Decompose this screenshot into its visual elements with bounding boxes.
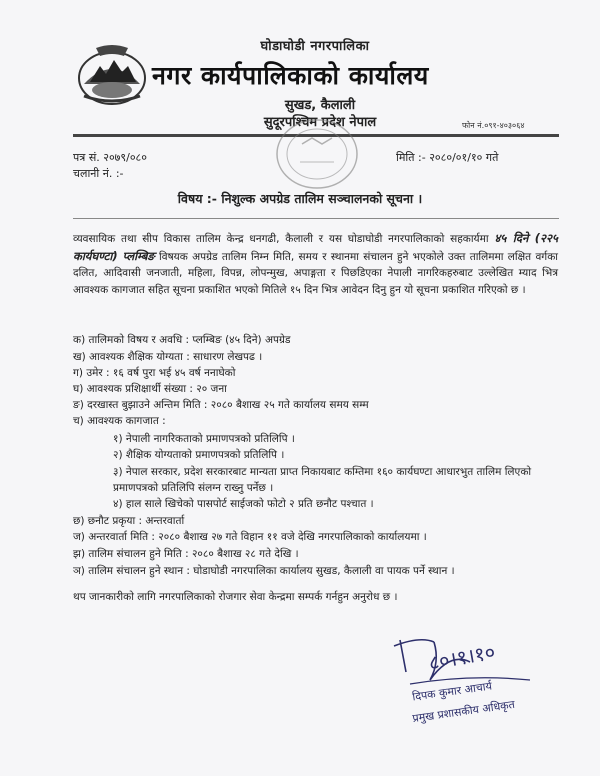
list-item: ख) आवश्यक शैक्षिक योग्यता : साधारण लेखपढ । xyxy=(73,351,263,363)
body-intro: व्यवसायिक तथा सीप विकास तालिम केन्द्र धनगढी, कैलाली र यस घोडाघोडी नगरपालिकाको सहकार्यमा xyxy=(73,233,489,245)
signatory-title: प्रमुख प्रशासकीय अधिकृत xyxy=(411,697,516,726)
list-item: क) तालिमको विषय र अवधि : प्लम्बिङ (४५ दिने) अपग्रेड xyxy=(73,334,291,346)
list-item: २) शैक्षिक योग्यताको प्रमाणपत्रको प्रतिलिपि । xyxy=(113,449,285,461)
letter-date: मिति :- २०८०/०१/१० गते xyxy=(396,151,499,164)
municipality-name: घोडाघोडी नगरपालिका xyxy=(260,39,370,54)
letter-number: पत्र सं. २०७९/०८० xyxy=(73,151,147,164)
office-province: सुदूरपश्चिम प्रदेश नेपाल xyxy=(263,115,377,130)
office-stamp-icon xyxy=(272,114,362,194)
subject-divider xyxy=(73,218,559,219)
closing-request: थप जानकारीको लागि नगरपालिकाको रोजगार सेवा केन्द्रमा सम्पर्क गर्नहुन अनुरोध छ । xyxy=(73,591,398,603)
body-details: विषयक अपग्रेड तालिम निम्न मिति, समय र स्थानमा संचालन हुने भएकोले उक्त तालिममा लक्षित वर्गका दलित, आदिवासी जनजाती, महिला, विपन्न, लोपन्मुख, अपाङ्गता र पिछडिएका नेपाली नागरिकहरुबाट उल्लेखित म्याद भित्र आवश्यक कागजात सहित सूचना प्रकाशित भएको मितिले १५ दिन भित्र आवेदन दिनु हुन यो सूचना प्रकाशित गरिएको छ । xyxy=(73,250,558,296)
training-highlight: ४५ दिने (२२५ कार्यघण्टा) प्लम्बिङ xyxy=(73,231,558,263)
list-item: ३) नेपाल सरकार, प्रदेश सरकारबाट मान्यता प्राप्त निकायबाट कम्तिमा १६० कार्यघण्टा आधारभुत तालिम लिएको प्रमाणपत्रको प्रतिलिपि संलग्न राख्नु पर्नेछ । xyxy=(113,466,532,494)
dispatch-number: चलानी नं. :- xyxy=(73,167,124,180)
notice-subject: विषय :- निशुल्क अपग्रेड तालिम सञ्चालनको सूचना । xyxy=(177,191,423,206)
list-item: ञ) तालिम संचालन हुने स्थान : घोडाघोडी नगरपालिका कार्यालय सुखड, कैलाली वा पायक पर्ने स्थान । xyxy=(73,565,455,577)
list-item: ग) उमेर : १६ वर्ष पुरा भई ४५ वर्ष ननाघेको xyxy=(73,367,236,379)
list-item: ४) हाल साले खिचेको पासपोर्ट साईजको फोटो २ प्रति छनौट पश्चात । xyxy=(113,498,374,510)
signature-date: ८०।१।१० xyxy=(426,639,498,675)
list-item: घ) आवश्यक प्रशिक्षार्थी संख्या : २० जना xyxy=(73,383,227,395)
signatory-name: दिपक कुमार आचार्य xyxy=(411,679,493,704)
office-title: नगर कार्यपालिकाको कार्यालय xyxy=(152,61,429,90)
list-item: छ) छनौट प्रकृया : अन्तरवार्ता xyxy=(73,515,185,527)
list-item: ङ) दरखास्त बुझाउने अन्तिम मिति : २०८० बैशाख २५ गते कार्यालय समय सम्म xyxy=(73,399,369,411)
list-item: १) नेपाली नागरिकताको प्रमाणपत्रको प्रतिलिपि । xyxy=(113,433,295,445)
office-place: सुखड, कैलाली xyxy=(284,98,356,113)
list-item: च) आवश्यक कागजात : xyxy=(73,415,166,427)
notice-body xyxy=(73,230,558,298)
list-item: झ) तालिम संचालन हुने मिति : २०८० बैशाख २८ गते देखि । xyxy=(73,548,299,560)
list-item: ज) अन्तरवार्ता मिति : २०८० बैशाख २७ गते विहान ११ वजे देखि नगरपालिकाको कार्यालयमा । xyxy=(73,531,427,543)
office-phone: फोन नं.०९१-४०३०६४ xyxy=(462,121,525,130)
